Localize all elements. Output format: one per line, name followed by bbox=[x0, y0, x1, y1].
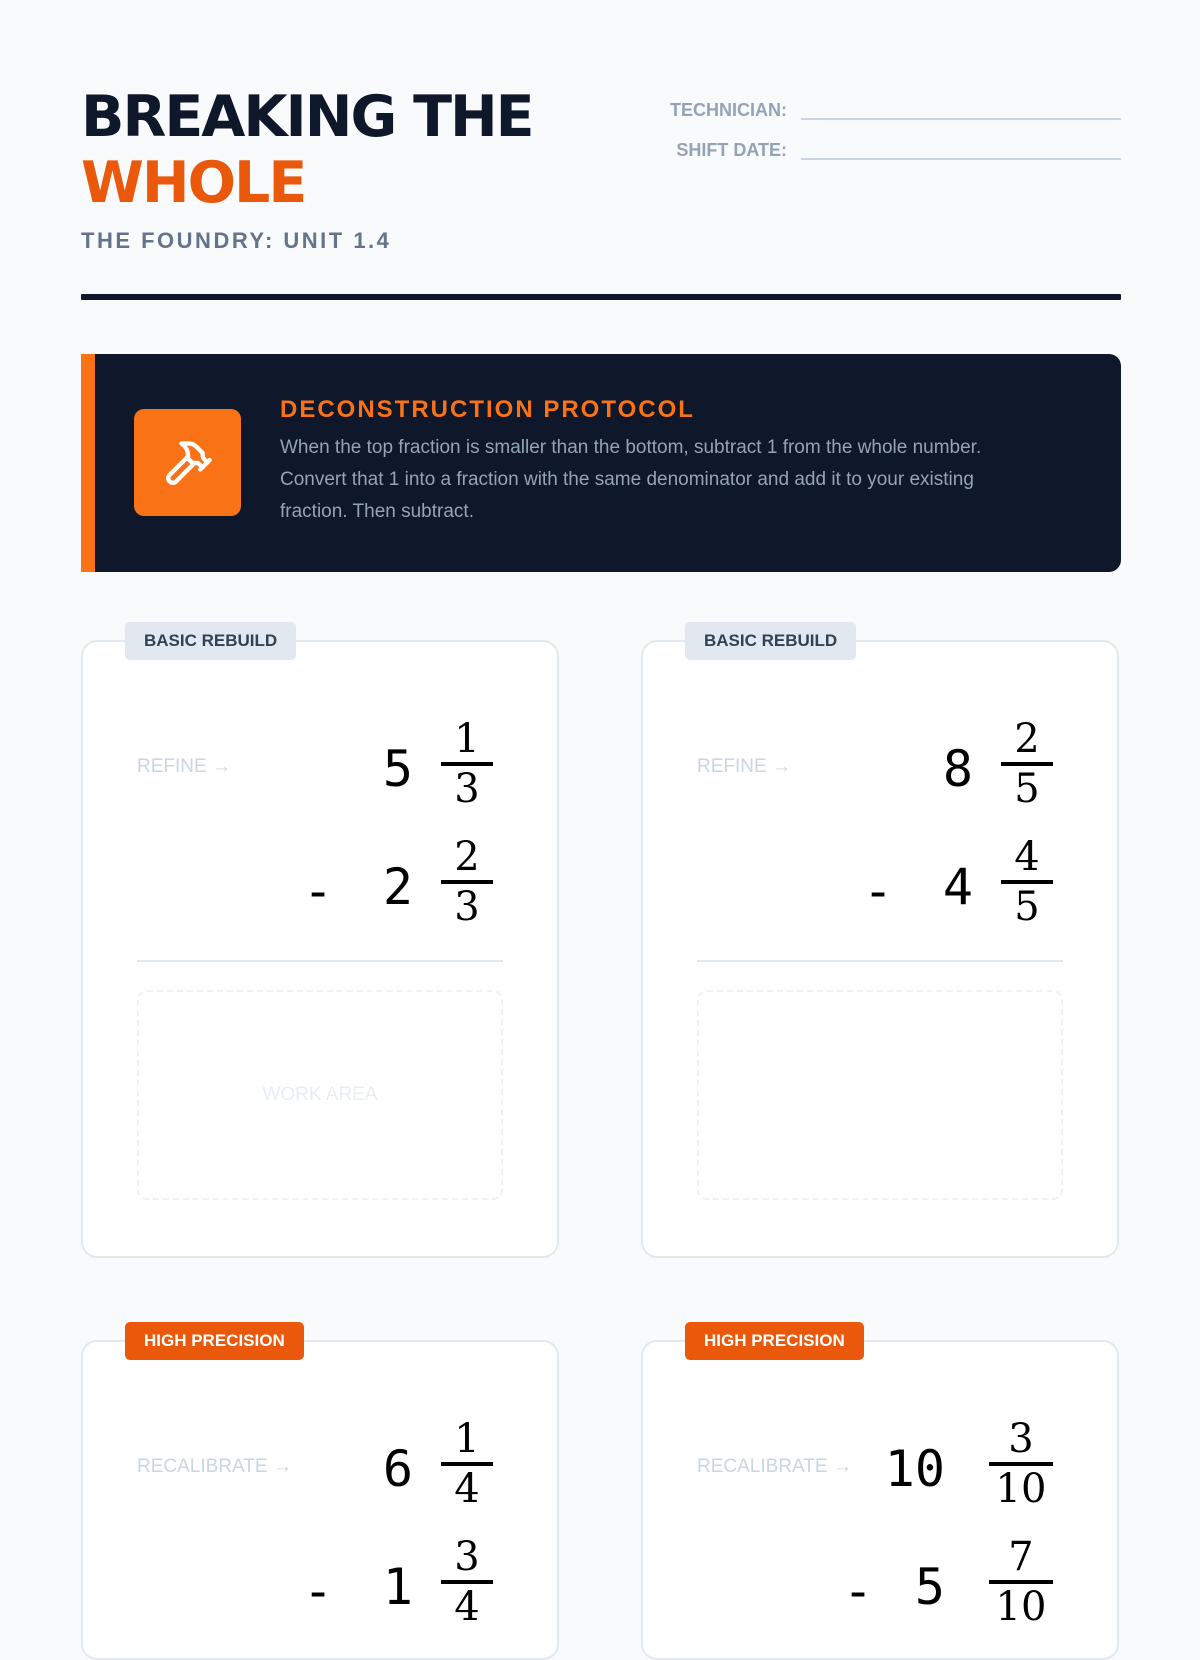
action-label: RECALIBRATE → bbox=[137, 1456, 292, 1477]
whole-number: 5 bbox=[914, 1558, 945, 1616]
whole-number: 6 bbox=[382, 1440, 413, 1498]
shift-date-field[interactable] bbox=[801, 158, 1121, 160]
minus-operator: - bbox=[863, 862, 894, 920]
denominator: 10 bbox=[995, 1466, 1047, 1512]
minus-operator: - bbox=[303, 1562, 334, 1620]
shift-date-label: SHIFT DATE: bbox=[676, 140, 787, 160]
protocol-accent-bar bbox=[81, 354, 95, 572]
subtrahend-row bbox=[83, 1534, 561, 1644]
numerator: 3 bbox=[1008, 1416, 1034, 1462]
protocol-text bbox=[280, 396, 1040, 528]
fraction bbox=[435, 716, 499, 812]
action-label: REFINE → bbox=[697, 756, 791, 777]
work-area[interactable] bbox=[697, 990, 1063, 1200]
problem-card bbox=[81, 1331, 559, 1660]
protocol-banner bbox=[81, 354, 1121, 572]
problem-card bbox=[641, 631, 1119, 1258]
minuend-row bbox=[83, 716, 561, 826]
whole-number: 5 bbox=[382, 740, 413, 798]
subtrahend-row bbox=[643, 834, 1121, 944]
numerator: 4 bbox=[1014, 834, 1040, 880]
denominator: 3 bbox=[454, 884, 480, 930]
header-divider bbox=[81, 294, 1121, 300]
worksheet-meta bbox=[661, 84, 1121, 164]
technician-row bbox=[661, 84, 1121, 124]
technician-field[interactable] bbox=[801, 118, 1121, 120]
numerator: 2 bbox=[454, 834, 480, 880]
minus-operator: - bbox=[843, 1562, 874, 1620]
denominator: 5 bbox=[1014, 884, 1040, 930]
difficulty-badge: HIGH PRECISION bbox=[125, 1322, 304, 1360]
fraction bbox=[983, 1534, 1059, 1630]
worksheet-header bbox=[81, 84, 1121, 304]
title-line-1: BREAKING THE bbox=[81, 84, 533, 150]
shift-date-row bbox=[661, 124, 1121, 164]
subtrahend-row bbox=[643, 1534, 1121, 1644]
fraction bbox=[995, 716, 1059, 812]
fraction bbox=[995, 834, 1059, 930]
whole-number: 1 bbox=[382, 1558, 413, 1616]
denominator: 10 bbox=[995, 1584, 1047, 1630]
fraction bbox=[435, 834, 499, 930]
numerator: 3 bbox=[454, 1534, 480, 1580]
work-area-label: WORK AREA bbox=[262, 1084, 378, 1105]
hammer-icon bbox=[134, 409, 241, 516]
minuend-row bbox=[643, 1416, 1121, 1526]
denominator: 4 bbox=[454, 1466, 480, 1512]
denominator: 3 bbox=[454, 766, 480, 812]
whole-number: 2 bbox=[382, 858, 413, 916]
denominator: 4 bbox=[454, 1584, 480, 1630]
denominator: 5 bbox=[1014, 766, 1040, 812]
action-label: REFINE → bbox=[137, 756, 231, 777]
work-area[interactable] bbox=[137, 990, 503, 1200]
whole-number: 4 bbox=[942, 858, 973, 916]
minus-operator: - bbox=[303, 862, 334, 920]
whole-number: 10 bbox=[884, 1440, 945, 1498]
subtrahend-row bbox=[83, 834, 561, 944]
whole-number: 8 bbox=[942, 740, 973, 798]
protocol-title: DECONSTRUCTION PROTOCOL bbox=[280, 396, 695, 423]
difficulty-badge: BASIC REBUILD bbox=[685, 622, 856, 660]
answer-line bbox=[137, 960, 503, 962]
action-label: RECALIBRATE → bbox=[697, 1456, 852, 1477]
protocol-body: When the top fraction is smaller than the bottom, subtract 1 from the whole number. Convert that 1 into a fraction with the same denominator and add it to your existing fraction. Then subtract. bbox=[280, 437, 982, 522]
technician-label: TECHNICIAN: bbox=[670, 100, 787, 120]
title-line-2: WHOLE bbox=[81, 150, 306, 216]
problem-card bbox=[641, 1331, 1119, 1660]
numerator: 2 bbox=[1014, 716, 1040, 762]
numerator: 1 bbox=[454, 1416, 480, 1462]
answer-line bbox=[697, 960, 1063, 962]
difficulty-badge: BASIC REBUILD bbox=[125, 622, 296, 660]
unit-subtitle: THE FOUNDRY: UNIT 1.4 bbox=[81, 228, 392, 253]
fraction bbox=[435, 1416, 499, 1512]
numerator: 1 bbox=[454, 716, 480, 762]
minuend-row bbox=[83, 1416, 561, 1526]
problem-card bbox=[81, 631, 559, 1258]
fraction bbox=[983, 1416, 1059, 1512]
difficulty-badge: HIGH PRECISION bbox=[685, 1322, 864, 1360]
fraction bbox=[435, 1534, 499, 1630]
numerator: 7 bbox=[1008, 1534, 1034, 1580]
minuend-row bbox=[643, 716, 1121, 826]
